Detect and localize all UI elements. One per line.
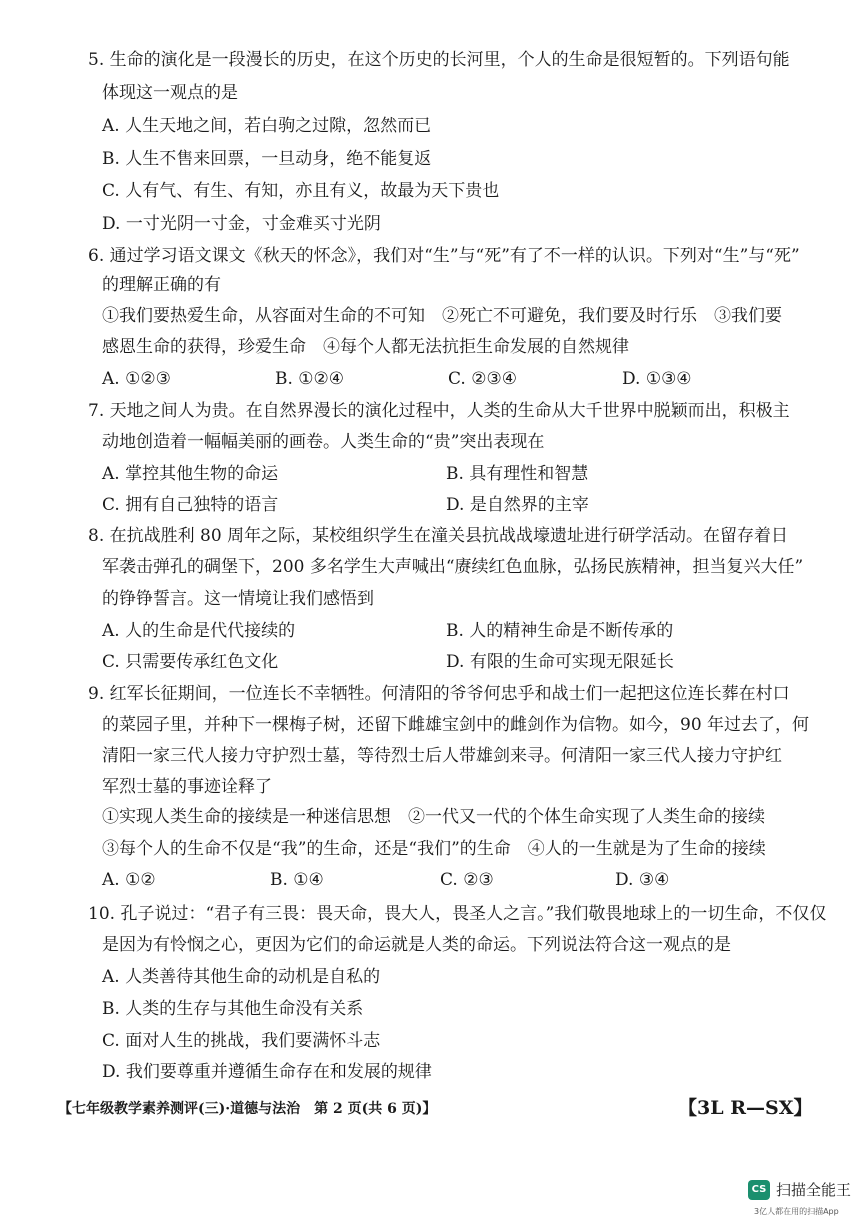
option-d: D. ①③④ [622, 369, 692, 389]
question-stem: 的理解正确的有 [102, 275, 221, 295]
camscanner-logo-icon: CS [748, 1180, 770, 1200]
question-stem: 清阳一家三代人接力守护烈士墓，等待烈士后人带雄剑来寻。何清阳一家三代人接力守护红 [102, 746, 782, 766]
option-b: B. 人的精神生命是不断传承的 [446, 621, 674, 641]
statement-list: ①我们要热爱生命，从容面对生命的不可知 ②死亡不可避免，我们要及时行乐 ③我们要 [102, 306, 782, 326]
question-stem: 6. 通过学习语文课文《秋天的怀念》，我们对“生”与“死”有了不一样的认识。下列对“生”与“死” [88, 246, 800, 266]
option-a: A. ①② [102, 870, 156, 890]
question-stem: 8. 在抗战胜利 80 周年之际，某校组织学生在潼关县抗战战壕遗址进行研学活动。在留存着日 [88, 526, 789, 546]
option-a: A. ①②③ [102, 369, 171, 389]
question-stem: 体现这一观点的是 [102, 83, 238, 103]
question-stem: 10. 孔子说过：“君子有三畏：畏天命，畏大人，畏圣人之言。”我们敬畏地球上的一切生命，不仅仅 [88, 904, 827, 924]
question-stem: 5. 生命的演化是一段漫长的历史，在这个历史的长河里，个人的生命是很短暂的。下列语句能 [88, 50, 790, 70]
option-c: C. 人有气、有生、有知，亦且有义，故最为天下贵也 [102, 181, 500, 201]
question-stem: 的铮铮誓言。这一情境让我们感悟到 [102, 589, 374, 609]
question-stem: 军袭击弹孔的碉堡下，200 多名学生大声喊出“赓续红色血脉，弘扬民族精神，担当复兴大任” [102, 557, 804, 577]
question-stem: 是因为有怜悯之心，更因为它们的命运就是人类的命运。下列说法符合这一观点的是 [102, 935, 731, 955]
option-a: A. 人生天地之间，若白驹之过隙，忽然而已 [102, 116, 432, 136]
option-c: C. 拥有自己独特的语言 [102, 495, 279, 515]
option-d: D. 是自然界的主宰 [446, 495, 589, 515]
option-b: B. 人类的生存与其他生命没有关系 [102, 999, 364, 1019]
option-d: D. 一寸光阴一寸金，寸金难买寸光阴 [102, 214, 381, 234]
option-c: C. ②③④ [448, 369, 517, 389]
question-stem: 7. 天地之间人为贵。在自然界漫长的演化过程中，人类的生命从大千世界中脱颖而出，积极主 [88, 401, 790, 421]
option-c: C. ②③ [440, 870, 494, 890]
option-b: B. 人生不售来回票，一旦动身，绝不能复返 [102, 149, 432, 169]
paper-code: 【3L R—SX】 [678, 1097, 813, 1119]
option-d: D. ③④ [615, 870, 670, 890]
option-d: D. 我们要尊重并遵循生命存在和发展的规律 [102, 1062, 432, 1082]
question-stem: 的菜园子里，并种下一棵梅子树，还留下雌雄宝剑中的雌剑作为信物。如今，90 年过去了，何 [102, 715, 810, 735]
option-c: C. 面对人生的挑战，我们要满怀斗志 [102, 1031, 381, 1051]
question-stem: 9. 红军长征期间，一位连长不幸牺牲。何清阳的爷爷何忠乎和战士们一起把这位连长葬在村口 [88, 684, 790, 704]
scanner-tagline: 3亿人都在用的扫描App [754, 1207, 839, 1216]
scanner-app-name: 扫描全能王 [776, 1181, 852, 1199]
question-stem: 动地创造着一幅幅美丽的画卷。人类生命的“贵”突出表现在 [102, 432, 545, 452]
statement-list: ③每个人的生命不仅是“我”的生命，还是“我们”的生命 ④人的一生就是为了生命的接续 [102, 839, 766, 859]
option-b: B. 具有理性和智慧 [446, 464, 589, 484]
option-b: B. ①④ [270, 870, 324, 890]
option-a: A. 掌控其他生物的命运 [102, 464, 279, 484]
option-d: D. 有限的生命可实现无限延长 [446, 652, 674, 672]
page-footer: 【七年级教学素养测评(三)·道德与法治 第 2 页(共 6 页)】 [58, 1101, 437, 1117]
option-b: B. ①②④ [275, 369, 345, 389]
option-a: A. 人的生命是代代接续的 [102, 621, 296, 641]
question-stem: 军烈士墓的事迹诠释了 [102, 777, 272, 797]
option-a: A. 人类善待其他生命的动机是自私的 [102, 967, 381, 987]
statement-list: ①实现人类生命的接续是一种迷信思想 ②一代又一代的个体生命实现了人类生命的接续 [102, 807, 765, 827]
option-c: C. 只需要传承红色文化 [102, 652, 279, 672]
statement-list: 感恩生命的获得，珍爱生命 ④每个人都无法抗拒生命发展的自然规律 [102, 337, 629, 357]
